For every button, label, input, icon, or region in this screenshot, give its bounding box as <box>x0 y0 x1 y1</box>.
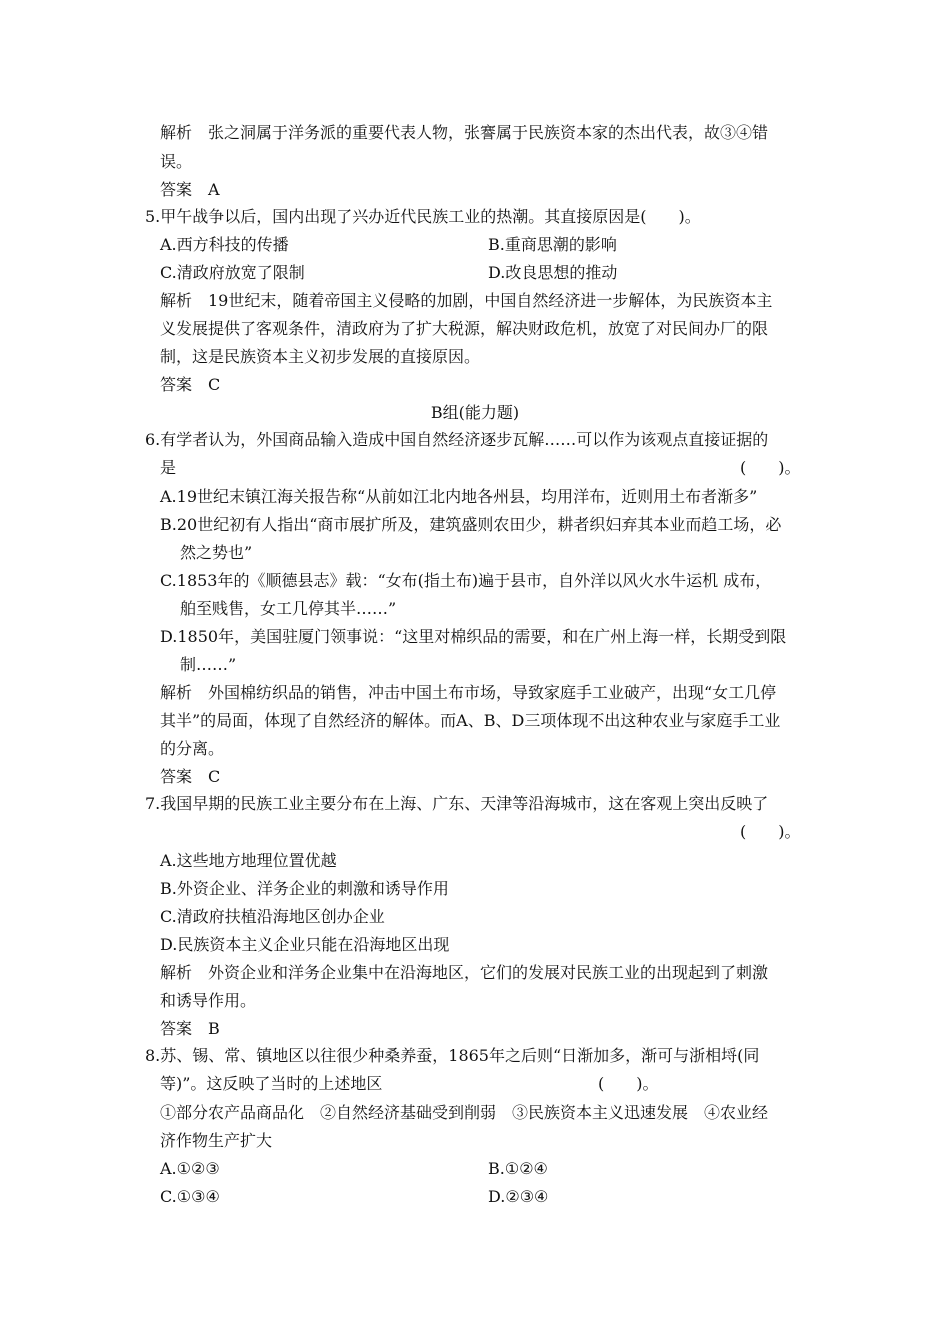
q5-answer: 答案 C <box>160 375 221 394</box>
q7-option-a: A.这些地方地理位置优越 <box>160 851 337 870</box>
q7-option-b: B.外资企业、洋务企业的刺激和诱导作用 <box>160 879 449 898</box>
q8-option-d: D.②③④ <box>488 1187 549 1206</box>
q5-option-d: D.改良思想的推动 <box>488 263 618 282</box>
q5-option-c: C.清政府放宽了限制 <box>160 263 305 282</box>
q6-analysis-line-2: 其半”的局面，体现了自然经济的解体。而A、B、D三项体现不出这种农业与家庭手工业 <box>160 711 781 730</box>
section-title: B组(能力题) <box>430 403 520 422</box>
q6-analysis-line-1: 解析 外国棉纺织品的销售，冲击中国土布市场，导致家庭手工业破产，出现“女工几停 <box>160 683 777 702</box>
q6-option-d-line-2: 制……” <box>180 655 237 674</box>
q6-option-a: A.19世纪末镇江海关报告称“从前如江北内地各州县，均用洋布，近则用土布者渐多” <box>160 487 758 506</box>
q4-answer: 答案 A <box>160 180 220 199</box>
q6-stem-line-1: 6.有学者认为，外国商品输入造成中国自然经济逐步瓦解……可以作为该观点直接证据的 <box>145 430 769 449</box>
q6-analysis-line-3: 的分离。 <box>160 739 225 758</box>
q5-option-b: B.重商思潮的影响 <box>488 235 617 254</box>
q5-stem: 5.甲午战争以后，国内出现了兴办近代民族工业的热潮。其直接原因是( )。 <box>145 207 701 226</box>
q6-answer: 答案 C <box>160 767 221 786</box>
q6-option-c-line-2: 舶至贱售，女工几停其半……” <box>180 599 397 618</box>
q7-answer: 答案 B <box>160 1019 220 1038</box>
q6-answer-blank: ( )。 <box>740 458 801 477</box>
q7-stem: 7.我国早期的民族工业主要分布在上海、广东、天津等沿海城市，这在客观上突出反映了 <box>145 794 769 813</box>
q8-items-line-1: ①部分农产品商品化 ②自然经济基础受到削弱 ③民族资本主义迅速发展 ④农业经 <box>160 1103 769 1122</box>
q6-option-d-line-1: D.1850年，美国驻厦门领事说：“这里对棉织品的需要，和在广州上海一样，长期受到限 <box>160 627 787 646</box>
q5-option-a: A.西方科技的传播 <box>160 235 289 254</box>
q6-option-b-line-1: B.20世纪初有人指出“商市展扩所及，建筑盛则农田少，耕者织妇弃其本业而趋工场，必 <box>160 515 782 534</box>
q7-analysis-line-2: 和诱导作用。 <box>160 991 257 1010</box>
q8-option-c: C.①③④ <box>160 1187 220 1206</box>
q6-option-b-line-2: 然之势也” <box>180 543 253 562</box>
q8-stem-line-2: 等)”。这反映了当时的上述地区 <box>160 1074 383 1093</box>
q7-option-d: D.民族资本主义企业只能在沿海地区出现 <box>160 935 450 954</box>
q7-answer-blank: ( )。 <box>740 822 801 841</box>
q5-analysis-line-3: 制，这是民族资本主义初步发展的直接原因。 <box>160 347 481 366</box>
q8-answer-blank: ( )。 <box>598 1074 659 1093</box>
q5-analysis-line-1: 解析 19世纪末，随着帝国主义侵略的加剧，中国自然经济进一步解体，为民族资本主 <box>160 291 773 310</box>
q4-analysis-line-2: 误。 <box>160 152 193 171</box>
q8-items-line-2: 济作物生产扩大 <box>160 1131 273 1150</box>
q6-option-c-line-1: C.1853年的《顺德县志》载：“女布(指土布)遍于县市，自外洋以风火水牛运机 成布， <box>160 571 772 590</box>
q7-option-c: C.清政府扶植沿海地区创办企业 <box>160 907 385 926</box>
q7-analysis-line-1: 解析 外资企业和洋务企业集中在沿海地区，它们的发展对民族工业的出现起到了刺激 <box>160 963 769 982</box>
q5-analysis-line-2: 义发展提供了客观条件，清政府为了扩大税源，解决财政危机，放宽了对民间办厂的限 <box>160 319 769 338</box>
q6-stem-line-2: 是 <box>160 458 177 477</box>
q4-analysis-line-1: 解析 张之洞属于洋务派的重要代表人物，张謇属于民族资本家的杰出代表，故③④错 <box>160 123 769 142</box>
q8-option-a: A.①②③ <box>160 1159 220 1178</box>
q8-stem-line-1: 8.苏、锡、常、镇地区以往很少种桑养蚕，1865年之后则“日渐加多，渐可与浙相埒(同 <box>145 1046 760 1065</box>
q8-option-b: B.①②④ <box>488 1159 548 1178</box>
